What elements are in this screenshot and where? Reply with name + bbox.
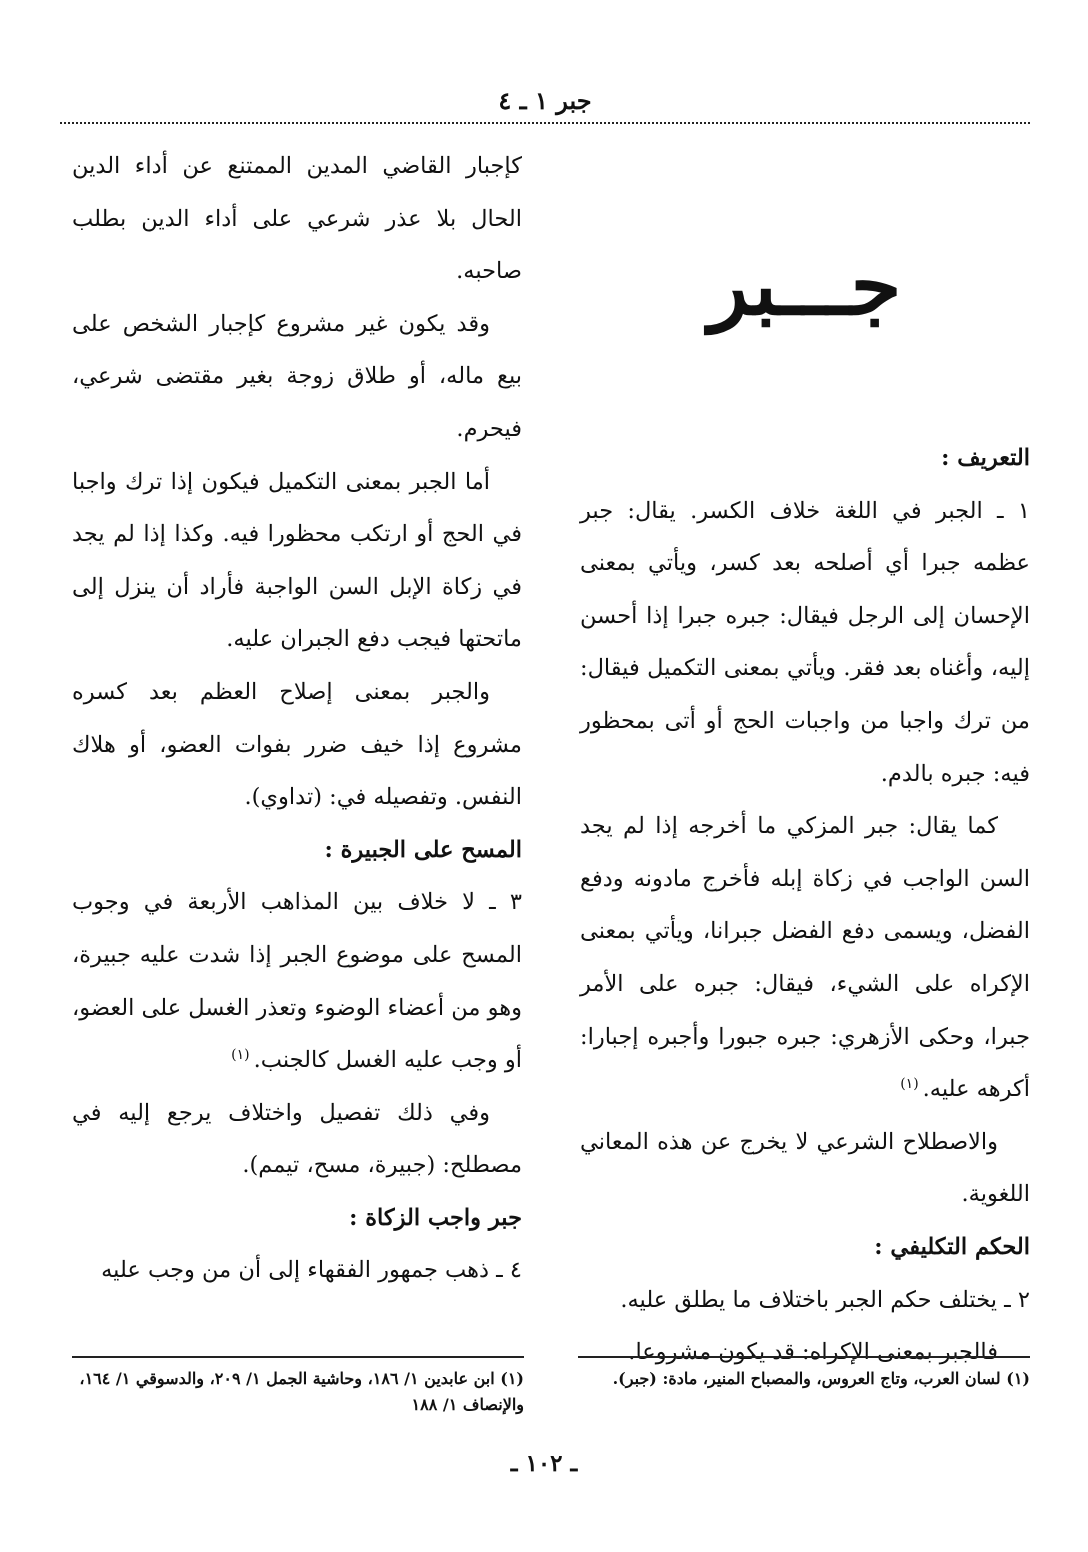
paragraph-judge-example: كإجبار القاضي المدين الممتنع عن أداء الدين الحال بلا عذر شرعي على أداء الدين بطلب صاحبه.: [72, 153, 522, 285]
footnote-rule: [578, 1356, 1030, 1358]
footnote-left: [72, 1356, 524, 1418]
paragraph-splint: [72, 876, 522, 1086]
paragraph-zakat: ٤ ـ ذهب جمهور الفقهاء إلى أن من وجب عليه: [101, 1257, 522, 1284]
running-header: جبر ١ ـ ٤: [498, 86, 592, 115]
paragraph-coercion: فالجبر بمعنى الإكراه: قد يكون مشروعا.: [628, 1339, 998, 1366]
right-column: [580, 140, 1030, 1379]
paragraph-definition: ١ ـ الجبر في اللغة خلاف الكسر. يقال: جبر عظمه جبرا أي أصلحه بعد كسر، ويأتي بمعنى الإحسان إلى الرجل فيقال: جبره جبرا إذا أحسن إليه، وأغناه بعد فقر. ويأتي بمعنى التكميل فيقال: من ترك واجبا من واجبات الحج أو أتى بمحظور فيه: جبره بالدم.: [580, 497, 1030, 787]
paragraph-unlawful: وقد يكون غير مشروع كإجبار الشخص على بيع ماله، أو طلاق زوجة بغير مقتضى شرعي، فيحرم.: [72, 310, 522, 442]
paragraph-text: ٣ ـ لا خلاف بين المذاهب الأربعة في وجوب المسح على موضوع الجبر إذا شدت عليه جبيرة، وهو من أعضاء الوضوء وتعذر الغسل على العضو، أو وجب عليه الغسل كالجنب.: [72, 889, 522, 1074]
paragraph-text: كما يقال: جبر المزكي ما أخرجه إذا لم يجد السن الواجب في زكاة إبله فأخرج مادونه ودفع الفضل، ويسمى دفع الفضل جبرانا، ويأتي بمعنى الإكراه على الشيء، فيقال: جبره على الأمر جبرا، وحكى الأزهري: جبره جبورا وأجبره إجبارا: أكرهه عليه.: [580, 813, 1030, 1103]
footnote-text: (١) لسان العرب، وتاج العروس، والمصباح المنير، مادة: (جبر).: [612, 1369, 1030, 1388]
footnote-text: (١) ابن عابدين ١/ ١٨٦، وحاشية الجمل ١/ ٢٠٩، والدسوقي ١/ ١٦٤، والإنصاف ١/ ١٨٨: [79, 1369, 524, 1414]
header-dotted-rule: [60, 122, 1030, 124]
heading-zakat: جبر واجب الزكاة :: [349, 1204, 522, 1231]
page-header: [60, 84, 1030, 124]
page-number: ـ ١٠٢ ـ: [510, 1450, 578, 1477]
footnote-ref: (١): [900, 1075, 919, 1092]
paragraph-splint-details: وفي ذلك تفصيل واختلاف يرجع إليه في مصطلح: (جبيرة، مسح، تيمم).: [72, 1099, 522, 1179]
left-column: [72, 140, 522, 1297]
heading-splint: المسح على الجبيرة :: [324, 836, 522, 863]
heading-ruling: الحكم التكليفي :: [874, 1233, 1030, 1260]
entry-title: جـــبر: [708, 237, 902, 334]
footnote-rule: [72, 1356, 524, 1358]
heading-definition: التعريف :: [941, 445, 1030, 471]
paragraph-legal-meaning: والاصطلاح الشرعي لا يخرج عن هذه المعاني اللغوية.: [580, 1128, 1030, 1208]
footnote-right: [578, 1356, 1030, 1392]
paragraph-ruling: ٢ ـ يختلف حكم الجبر باختلاف ما يطلق عليه.: [620, 1286, 1030, 1313]
footnote-ref: (١): [231, 1046, 250, 1063]
paragraph-bone-setting: والجبر بمعنى إصلاح العظم بعد كسره مشروع إذا خيف ضرر بفوات العضو، أو هلاك النفس. وتفصيله في: (تداوي).: [72, 678, 522, 811]
paragraph-completion: أما الجبر بمعنى التكميل فيكون إذا ترك واجبا في الحج أو ارتكب محظورا فيه. وكذا إذا لم يجد في زكاة الإبل السن الواجبة فأراد أن ينزل إلى ماتحتها فيجب دفع الجبران عليه.: [72, 468, 522, 653]
paragraph-zakat-meaning: [580, 800, 1030, 1116]
